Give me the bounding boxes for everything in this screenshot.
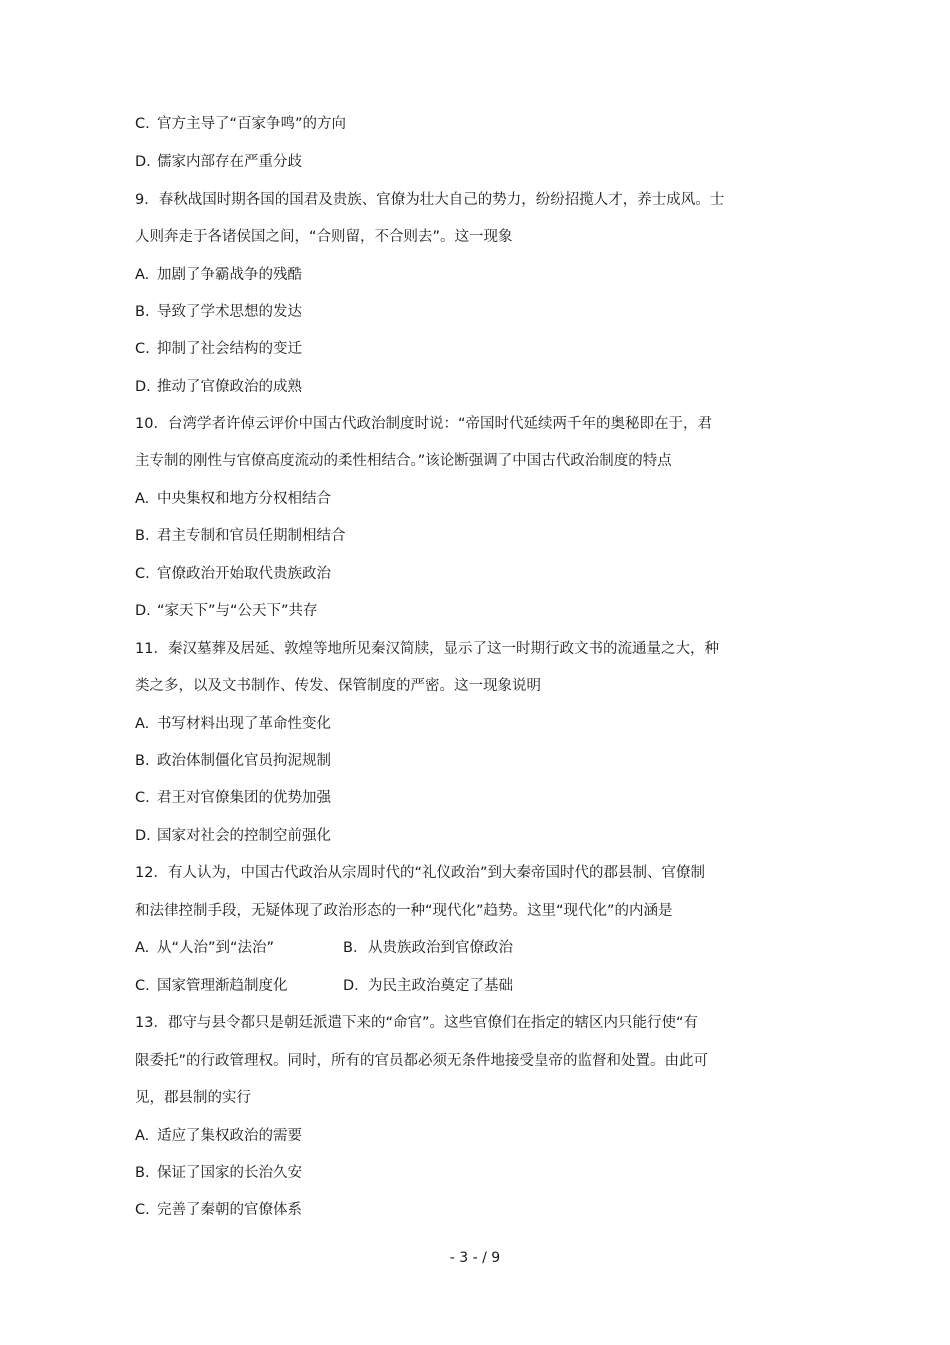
answer-option <box>135 1200 302 1220</box>
option-text: 中央集权和地方分权相结合 <box>157 491 331 507</box>
answer-option <box>135 751 331 771</box>
option-letter: A. <box>135 716 150 732</box>
option-letter: D. <box>135 603 151 619</box>
answer-option <box>135 265 302 285</box>
answer-option-second <box>343 976 513 996</box>
question-text-line: 11．秦汉墓葬及居延、敦煌等地所见秦汉简牍，显示了这一时期行政文书的流通量之大，种 <box>135 641 719 657</box>
option-text: 从“人治”到“法治” <box>157 940 275 956</box>
answer-option <box>135 1126 302 1146</box>
option-letter: A. <box>135 267 150 283</box>
option-letter: A. <box>135 1128 150 1144</box>
option-text: 书写材料出现了革命性变化 <box>157 716 331 732</box>
option-letter: B． <box>343 940 368 956</box>
answer-option <box>135 564 331 584</box>
question-text-line: 主专制的刚性与官僚高度流动的柔性相结合。”该论断强调了中国古代政治制度的特点 <box>135 453 672 469</box>
question-text-line: 类之多，以及文书制作、传发、保管制度的严密。这一现象说明 <box>135 678 541 694</box>
answer-option <box>135 526 346 546</box>
question-text-line: 限委托”的行政管理权。同时，所有的官员都必须无条件地接受皇帝的监督和处置。由此可 <box>135 1053 709 1069</box>
question-text-line: 和法律控制手段，无疑体现了政治形态的一种“现代化”趋势。这里“现代化”的内涵是 <box>135 903 673 919</box>
option-letter: B. <box>135 528 150 544</box>
question-text-line: 13．郡守与县令都只是朝廷派遣下来的“命官”。这些官僚们在指定的辖区内只能行使“有 <box>135 1015 698 1031</box>
option-letter: C. <box>135 1202 150 1218</box>
option-letter: C. <box>135 978 150 994</box>
option-text: 官僚政治开始取代贵族政治 <box>157 566 331 582</box>
option-text: 加剧了争霸战争的残酷 <box>157 267 302 283</box>
option-letter: B. <box>135 753 150 769</box>
question-text-line: 见，郡县制的实行 <box>135 1090 251 1106</box>
answer-option-pair <box>135 976 513 996</box>
option-text: 官方主导了“百家争鸣”的方向 <box>157 116 347 132</box>
answer-option <box>135 302 302 322</box>
option-text: 君王对官僚集团的优势加强 <box>157 790 331 806</box>
option-text: 为民主政治奠定了基础 <box>368 978 513 994</box>
answer-option <box>135 826 331 846</box>
option-text: 推动了官僚政治的成熟 <box>157 379 302 395</box>
option-text: 从贵族政治到官僚政治 <box>368 940 513 956</box>
option-text: “家天下”与“公天下”共存 <box>157 603 318 619</box>
option-text: 抑制了社会结构的变迁 <box>157 341 302 357</box>
option-text: 君主专制和官员任期制相结合 <box>157 528 346 544</box>
answer-option-pair <box>135 938 513 958</box>
option-letter: D. <box>135 154 151 170</box>
option-text: 保证了国家的长治久安 <box>157 1165 302 1181</box>
option-text: 儒家内部存在严重分歧 <box>157 154 302 170</box>
answer-option <box>135 377 302 397</box>
option-letter: D. <box>135 828 151 844</box>
question-text-line: 10．台湾学者许倬云评价中国古代政治制度时说：“帝国时代延续两千年的奥秘即在于，君 <box>135 416 712 432</box>
option-letter: C. <box>135 116 150 132</box>
answer-option <box>135 152 302 172</box>
option-text: 完善了秦朝的官僚体系 <box>157 1202 302 1218</box>
option-letter: B. <box>135 1165 150 1181</box>
answer-option <box>135 489 331 509</box>
answer-option <box>135 714 331 734</box>
option-text: 适应了集权政治的需要 <box>157 1128 302 1144</box>
answer-option <box>135 339 302 359</box>
option-text: 导致了学术思想的发达 <box>157 304 302 320</box>
answer-option-second <box>343 938 513 958</box>
question-text-line: 人则奔走于各诸侯国之间，“合则留，不合则去”。这一现象 <box>135 229 513 245</box>
option-letter: D． <box>343 978 369 994</box>
answer-option <box>135 601 318 621</box>
question-text-line: 9．春秋战国时期各国的国君及贵族、官僚为壮大自己的势力，纷纷招揽人才，养士成风。士 <box>135 192 725 208</box>
option-letter: A. <box>135 940 150 956</box>
answer-option <box>135 114 346 134</box>
page-number: - 3 - / 9 <box>449 1250 501 1266</box>
option-letter: C. <box>135 566 150 582</box>
question-text-line: 12．有人认为，中国古代政治从宗周时代的“礼仪政治”到大秦帝国时代的郡县制、官僚制 <box>135 865 705 881</box>
option-letter: C. <box>135 341 150 357</box>
option-letter: C. <box>135 790 150 806</box>
option-text: 国家对社会的控制空前强化 <box>157 828 331 844</box>
option-letter: D. <box>135 379 151 395</box>
answer-option <box>135 1163 302 1183</box>
answer-option <box>135 788 331 808</box>
option-letter: A. <box>135 491 150 507</box>
option-letter: B. <box>135 304 150 320</box>
option-text: 国家管理渐趋制度化 <box>157 978 288 994</box>
option-text: 政治体制僵化官员拘泥规制 <box>157 753 331 769</box>
